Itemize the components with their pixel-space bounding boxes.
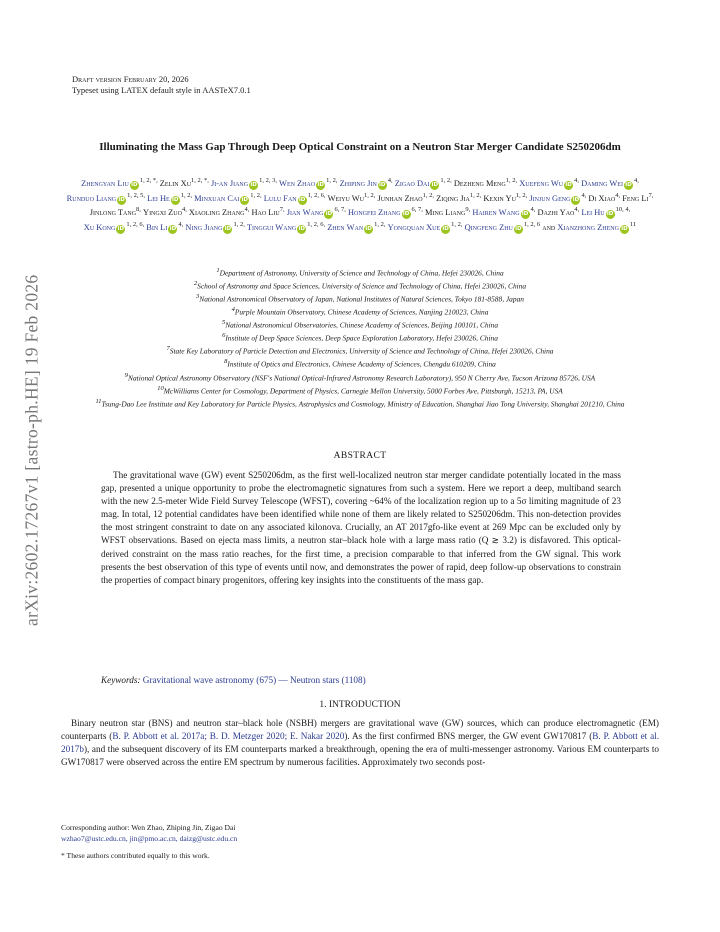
author-affiliation-marks: 6, 7, [334,206,346,214]
author-name: Ziqing Jia [436,193,470,203]
orcid-icon[interactable]: iD [224,226,232,233]
author-affiliation-marks: 1, 2, [364,191,376,199]
orcid-icon[interactable]: iD [365,226,372,233]
author [483,191,528,203]
author-affiliation-marks: 4, [530,206,536,214]
intro-text: ). As the first confirmed BNS merger, the GW event GW170817 ( [344,731,593,742]
author-affiliation-marks: 4, [581,191,587,199]
author-name: Junhan Zhao [377,193,423,203]
affiliation [55,305,665,318]
keywords [101,675,621,685]
affiliation [55,279,665,292]
orcid-icon[interactable]: iD [298,196,306,203]
author-affiliation-marks: 1, 2, 6, [307,221,326,229]
author-affiliation-marks: 1, 2, [180,191,193,199]
affiliation-number: 6 [222,332,226,340]
author [425,208,470,217]
affiliation-text: Purple Mountain Observatory, Chinese Academy of Sciences, Nanjing 210023, China [234,307,489,317]
typeset-line: Typeset using LATEX default style in AASTeX7.0.1 [72,85,251,95]
author-name: Di Xiao [588,193,616,203]
author-name[interactable]: Lei He [147,193,170,203]
author-affiliation-marks: 1, 2, [374,221,386,229]
author[interactable] [388,223,463,232]
author-name: Hao Liu [251,208,280,218]
orcid-icon[interactable]: iD [169,226,177,233]
author-affiliation-marks: 1, 2, 6, [126,221,145,229]
author-name: Kexin Yu [483,193,516,203]
intro-text: ), and the subsequent discovery of its EM counterparts marked a breakthrough, opening the era of multi-messenger astronomy. Various EM counterparts to GW170817 were observed across the entire EM spectrum by numerous facilities. Approximately two seconds post- [61,744,659,768]
orcid-icon[interactable]: iD [521,211,529,218]
affiliation-number: 5 [221,319,226,327]
author-name[interactable]: Qingfeng Zhu [464,223,513,233]
affiliation-text: McWilliams Center for Cosmology, Department of Physics, Carnegie Mellon University, 5000 Forbes Ave, Pittsburgh, 15213, PA, USA [163,386,563,396]
affiliation-text: National Astronomical Observatories, Chinese Academy of Sciences, Beijing 100101, China [225,320,499,330]
author-name: Dezheng Meng [453,178,506,188]
author-list [62,175,658,234]
draft-version-line: Draft version February 20, 2026 [72,74,189,84]
arxiv-identifier: arXiv:2602.17267v1 [astro-ph.HE] 19 Feb 2026 [21,274,42,626]
author[interactable] [263,191,326,203]
author-affiliation-marks: 1, 2, [233,221,245,229]
author[interactable] [327,223,385,232]
author[interactable] [519,179,579,188]
affiliation-number: 11 [95,397,102,405]
orcid-icon[interactable]: iD [621,226,628,233]
affiliation-number: 9 [124,371,129,379]
affiliation [55,384,665,397]
affiliation [55,344,665,357]
author[interactable] [84,223,144,232]
intro-paragraph [61,717,659,769]
author-affiliation-marks: 4, [181,206,187,214]
keywords-links[interactable]: Gravitational wave astronomy (675) — Neutron stars (1108) [142,675,366,685]
affiliation [55,266,665,279]
footnotes [61,822,659,861]
author[interactable] [529,191,587,203]
author[interactable] [581,208,630,217]
affiliation-text: Department of Astronomy, University of Science and Technology of China, Hefei 230026, China [219,268,504,278]
abstract-text: The gravitational wave (GW) event S250206dm, as the first well-localized neutron star merger candidate potentially located in the mass gap, presented a unique opportunity to probe the electromagnetic signatures from such a system. Here we report a deep, multiband search with the new 2.5-meter Wide Field Survey Telescope (WFST), covering ~64% of the localization region up to a 5σ limiting magnitude of 23 mag. In total, 12 potential candidates have been identified while none of them are likely related to S250206dm. This non-detection provides the most stringent constraint to date on any associated kilonova. Crucially, an AT 2017gfo-like event at 269 Mpc can be excluded only by WFST observations. Based on ejecta mass limits, a neutron star–black hole with a large mass ratio (Q ≳ 3.2) is disfavored. This optical-derived constraint on the mass ratio reaches, for the first time, a precision comparable to that inferred from the GW signal. This work presents the best observation of this type of events until now, and demonstrates the power of rapid, deep follow-up observations to constrain the properties of compact binary progenitors, offering key insights into the constituents of the mass gap. [101,470,621,585]
author-name[interactable]: Zhengyan Liu [81,178,129,188]
author-name[interactable]: Bin Li [146,223,168,233]
author-affiliation-marks: 1, 2, [469,191,482,199]
affiliation-text: School of Astronomy and Space Sciences, University of Science and Technology of China, Hefei 230026, China [197,281,527,291]
section-heading-introduction: 1. INTRODUCTION [319,700,401,710]
author [622,191,654,203]
author-name[interactable]: Xu Kong [83,223,116,233]
author[interactable] [472,208,535,217]
author-conjunction: and [542,223,558,233]
affiliation-text: Institute of Optics and Electronics, Chinese Academy of Sciences, Chengdu 610209, China [227,359,496,369]
author[interactable] [247,223,325,232]
orcid-icon[interactable]: iD [572,196,580,203]
author[interactable] [581,179,639,188]
author-name[interactable]: Zigao Dai [394,178,430,188]
affiliation [55,357,665,370]
author-name[interactable]: Hongfei Zhang [347,208,401,218]
author-name[interactable]: Lei Hu [581,208,605,218]
orcid-icon[interactable]: iD [402,211,410,218]
author-name[interactable]: Wen Zhao [279,178,316,188]
author-name: Xiaoling Zhang [188,208,245,218]
author-name[interactable]: Runduo Liang [66,193,117,203]
author [538,208,580,217]
author-name[interactable]: Xianzhong Zheng [557,223,619,233]
author[interactable] [395,179,452,188]
author-name[interactable]: Hairen Wang [472,208,520,218]
paper-title: Illuminating the Mass Gap Through Deep Optical Constraint on a Neutron Star Merger Candidate S250206dm [99,141,621,153]
author-affiliation-marks: 4, [633,177,639,184]
citation-link[interactable]: B. P. Abbott et al. 2017a; B. D. Metzger 2020; E. Nakar 2020 [112,731,345,742]
author-name[interactable]: Ning Jiang [185,223,223,233]
abstract-heading: ABSTRACT [333,451,387,461]
author[interactable] [348,208,423,217]
author-name: Zelin Xu [159,178,192,188]
author [588,191,621,203]
author-affiliation-marks: 1, 2, 3, [259,177,277,184]
orcid-icon[interactable]: iD [431,181,439,188]
affiliation-number: 1 [216,267,220,274]
orcid-icon[interactable]: iD [379,181,386,188]
author-affiliation-marks: 1, 2, [250,191,262,199]
orcid-icon[interactable]: iD [565,181,572,188]
author [454,179,517,188]
affiliation-number: 10 [157,384,164,392]
author-name: Feng Li [622,193,649,203]
author-name: Dazhi Yao [537,208,575,218]
orcid-icon[interactable]: iD [317,181,324,188]
author-affiliation-marks: 6, 7, [411,206,423,214]
orcid-icon[interactable]: iD [117,226,125,233]
author-affiliation-marks: 1, 2, [440,177,452,184]
corresponding-author: Corresponding author: Wen Zhao, Zhiping Jin, Zigao Dai [61,823,236,832]
author-name[interactable]: Zhen Wan [327,223,364,233]
author-affiliation-marks: 4, [244,206,250,214]
author-affiliation-marks: 1, 2, *, [139,177,158,184]
author-name: Weiyu Wu [327,193,365,203]
affiliation-number: 7 [166,345,170,353]
author [189,208,249,217]
author[interactable] [465,223,541,232]
author-affiliation-marks: 1, 2, *, [191,177,209,184]
affiliation [55,371,665,384]
author-name[interactable]: Lulu Fan [263,193,297,203]
author-name[interactable]: Zhiping Jin [339,178,377,188]
keywords-label: Keywords: [101,675,141,685]
author-affiliation-marks: 4, [615,191,621,199]
author [436,191,482,203]
author-name: Yingxi Zuo [143,208,182,218]
author[interactable] [340,179,393,188]
affiliation [55,292,665,305]
author-affiliation-marks: 10, 4, [615,206,631,214]
affiliation-text: State Key Laboratory of Particle Detection and Electronics, University of Science and Technology of China, Hefei 230026, China [169,346,554,356]
author-name[interactable]: Ji-an Jiang [211,178,249,188]
author[interactable] [147,191,193,203]
author-affiliation-marks: 4, [574,206,580,214]
affiliation-number: 4 [231,306,235,314]
orcid-icon[interactable]: iD [442,226,449,233]
author [90,208,141,217]
author-affiliation-marks: 1, 2, 5, [127,191,145,199]
author-name[interactable]: Minxuan Cai [194,193,240,203]
orcid-icon[interactable]: iD [118,196,125,203]
affiliation-text: Institute of Deep Space Sciences, Deep Space Exploration Laboratory, Hefei 230026, China [225,333,498,343]
author[interactable] [66,191,145,203]
author [160,179,209,188]
author-name[interactable]: Daming Wei [581,178,623,188]
author-affiliation-marks: 8, [136,206,141,214]
orcid-icon[interactable]: iD [250,181,257,188]
affiliation-text: National Astronomical Observatory of Japan, National Institutes of Natural Sciences, Tokyo 181-8588, Japan [199,294,524,304]
author[interactable] [557,223,636,232]
affiliation-text: National Optical Astronomy Observatory (NSF's National Optical-Infrared Astronomy Research Laboratory), 950 N Cherry Ave, Tucson Arizona 85726, USA [128,372,596,382]
author-emails[interactable]: wzhao7@ustc.edu.cn, jin@pmo.ac.cn, daizg@ustc.edu.cn [61,834,238,843]
orcid-icon[interactable]: iD [625,181,632,188]
draft-header [72,74,251,96]
affiliation-text: Tsung-Dao Lee Institute and Key Laboratory for Particle Physics, Astrophysics and Cosmology, Ministry of Education, Shanghai Jiao Tong University, Shanghai 201210, China [101,399,625,409]
author[interactable] [194,191,262,203]
author-name: Jinlong Tang [89,208,137,218]
affiliation [55,331,665,344]
orcid-icon[interactable]: iD [606,211,614,218]
author-affiliation-marks: 1, 2, 6, [307,191,326,199]
author[interactable] [81,179,158,188]
author[interactable] [146,223,183,232]
orcid-icon[interactable]: iD [131,181,138,188]
author [327,191,376,203]
author [143,208,187,217]
author-affiliation-marks: 4, [178,221,184,229]
author[interactable] [185,223,244,232]
author-affiliation-marks: 1, 2, [505,177,518,184]
affiliation-number: 3 [196,293,200,301]
equal-contribution-note: * These authors contributed equally to this work. [61,851,210,860]
orcid-icon[interactable]: iD [325,211,333,218]
orcid-icon[interactable]: iD [241,196,248,203]
author [377,191,434,203]
author-name[interactable]: Xuefeng Wu [519,178,564,188]
affiliation [55,318,665,331]
author-affiliation-marks: 4, [387,177,393,184]
author-affiliation-marks: 1, 2, [422,191,434,199]
author-name[interactable]: Jian Wang [286,208,324,218]
affiliation-list [55,266,665,410]
author-affiliation-marks: 1, 2, [451,221,463,229]
orcid-icon[interactable]: iD [298,226,305,233]
author-affiliation-marks: 7, [279,206,285,214]
author[interactable] [287,208,346,217]
author-affiliation-marks: 1, 2, [326,177,338,184]
author[interactable] [279,179,338,188]
citation-link[interactable]: B. P. Abbott et al. 2017b [61,731,659,755]
intro-text: Binary neutron star (BNS) and neutron star–black hole (NSBH) mergers are gravitational wave (GW) sources, which can produce electromagnetic (EM) counterparts ( [61,718,659,742]
affiliation-number: 2 [193,280,198,288]
author-affiliation-marks: 7, [648,191,654,199]
author-name[interactable]: Jinjun Geng [529,193,571,203]
author-affiliation-marks: 1, 2, 6 [523,221,541,229]
orcid-icon[interactable]: iD [515,226,522,233]
author-affiliation-marks: 4, [574,177,579,184]
author-name[interactable]: Yongquan Xue [387,223,441,233]
author [251,208,284,217]
author-affiliation-marks: 1, 2, [515,191,528,199]
author[interactable] [211,179,277,188]
affiliation-number: 8 [224,358,228,366]
author-affiliation-marks: 9, [465,206,471,214]
affiliation [55,397,665,410]
author-name[interactable]: Tinggui Wang [246,223,297,233]
orcid-icon[interactable]: iD [171,196,179,203]
author-name: Ming Liang [425,208,466,218]
author-affiliation-marks: 11 [629,221,637,229]
